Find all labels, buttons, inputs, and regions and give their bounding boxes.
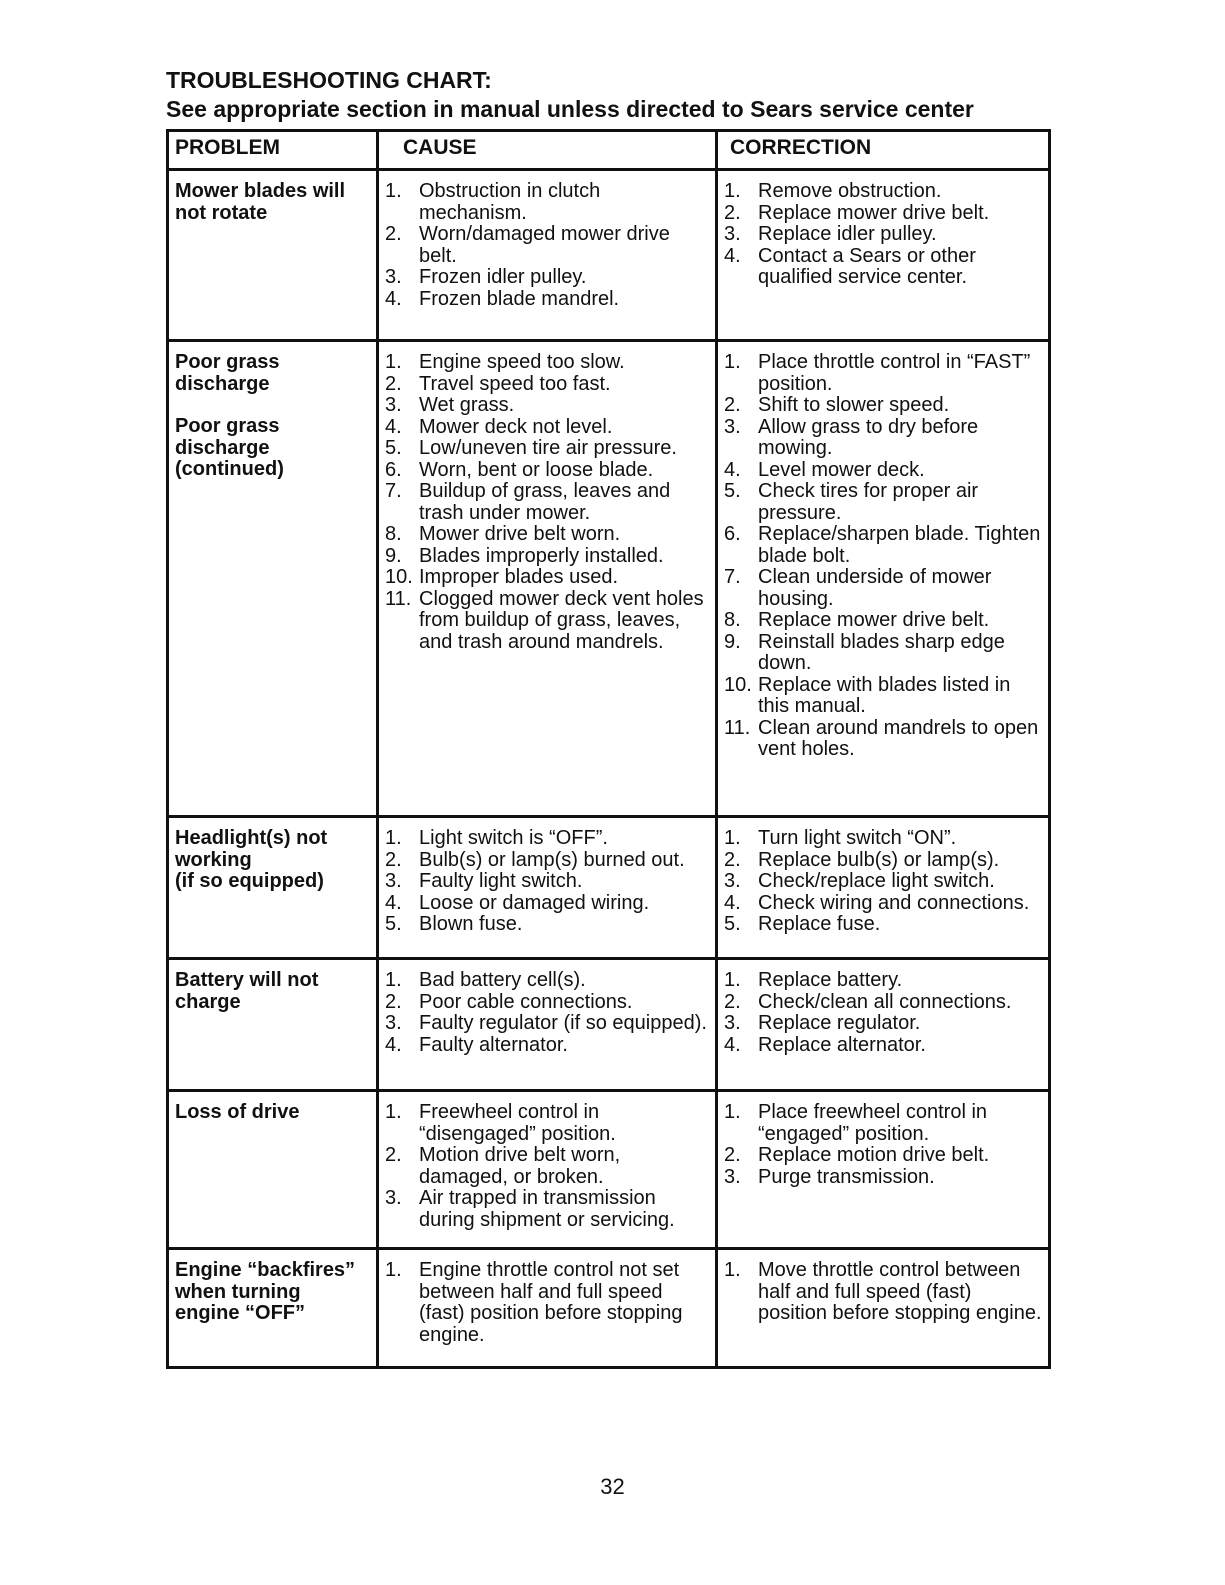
correction-number: 3.	[724, 870, 741, 892]
problem-text: not rotate	[175, 201, 268, 224]
cause-text: Freewheel control in “disengaged” position.	[419, 1101, 616, 1145]
correction-number: 7.	[724, 566, 741, 588]
correction-cell	[717, 1091, 1050, 1249]
correction-text: Place throttle control in “FAST” position.	[758, 351, 1031, 395]
correction-text: Move throttle control between half and full speed (fast) position before stopping engine.	[758, 1259, 1042, 1324]
correction-list-item	[724, 524, 1044, 567]
table-body	[168, 170, 1050, 1368]
correction-number: 6.	[724, 523, 741, 545]
correction-text: Replace regulator.	[758, 1012, 921, 1034]
cause-number: 4.	[385, 891, 402, 914]
cause-number: 4.	[385, 287, 402, 310]
correction-cell	[717, 341, 1050, 817]
cause-list-item	[385, 1145, 711, 1188]
cause-number: 1.	[385, 1259, 402, 1281]
correction-number: 10.	[724, 673, 752, 696]
correction-number: 1.	[724, 1101, 741, 1123]
correction-list	[724, 970, 1044, 1056]
problem-text: Loss of drive	[175, 1101, 300, 1123]
correction-number: 4.	[724, 244, 741, 267]
correction-cell	[717, 959, 1050, 1091]
table-row	[168, 170, 1050, 341]
correction-number: 2.	[724, 201, 741, 224]
correction-text: Replace with blades listed in this manual.	[758, 673, 1011, 717]
correction-number: 11.	[724, 716, 751, 739]
correction-list-item	[724, 1260, 1044, 1325]
cause-list-item	[385, 1188, 711, 1231]
correction-number: 3.	[724, 1012, 741, 1034]
cause-number: 1.	[385, 1101, 402, 1123]
cause-number: 3.	[385, 1012, 402, 1034]
page-title: TROUBLESHOOTING CHART:	[166, 67, 492, 93]
cause-number: 1.	[385, 180, 402, 202]
cause-number: 2.	[385, 223, 402, 245]
table-row	[168, 341, 1050, 817]
problem-text: Mower blades will	[175, 180, 346, 202]
correction-text: Replace mower drive belt.	[758, 609, 990, 631]
problem-text: charge	[175, 990, 241, 1013]
correction-text: Replace alternator.	[758, 1033, 926, 1056]
cause-text: Blades improperly installed.	[419, 544, 664, 567]
cause-list-item	[385, 546, 711, 568]
correction-list-item	[724, 1145, 1044, 1167]
correction-list-item	[724, 992, 1044, 1014]
cause-number: 5.	[385, 913, 402, 935]
correction-list	[724, 181, 1044, 289]
correction-number: 4.	[724, 458, 741, 481]
cause-text: Loose or damaged wiring.	[419, 891, 650, 914]
problem-text: Poor grass	[175, 351, 280, 373]
correction-number: 3.	[724, 223, 741, 245]
cause-text: Worn, bent or loose blade.	[419, 458, 654, 481]
cause-number: 1.	[385, 827, 402, 849]
correction-text: Check/replace light switch.	[758, 870, 995, 892]
table-row	[168, 959, 1050, 1091]
cause-list	[385, 181, 711, 310]
problem-text: discharge	[175, 372, 270, 395]
cause-number: 5.	[385, 437, 402, 459]
correction-number: 1.	[724, 1259, 741, 1281]
cause-number: 2.	[385, 990, 402, 1013]
cause-number: 2.	[385, 1144, 402, 1166]
problem-text: working	[175, 848, 252, 871]
correction-list-item	[724, 395, 1044, 417]
cause-cell	[378, 1091, 717, 1249]
correction-number: 1.	[724, 180, 741, 202]
cause-number: 4.	[385, 415, 402, 438]
cause-text: Motion drive belt worn, damaged, or broken.	[419, 1144, 621, 1188]
correction-number: 2.	[724, 990, 741, 1013]
correction-text: Replace battery.	[758, 969, 903, 991]
correction-number: 9.	[724, 630, 741, 653]
correction-list	[724, 1102, 1044, 1188]
correction-number: 2.	[724, 1144, 741, 1166]
correction-text: Shift to slower speed.	[758, 394, 950, 416]
cause-list-item	[385, 1013, 711, 1035]
cause-number: 2.	[385, 372, 402, 395]
cause-text: Worn/damaged mower drive belt.	[419, 223, 670, 267]
cause-number: 3.	[385, 394, 402, 416]
correction-list-item	[724, 1102, 1044, 1145]
cause-cell	[378, 170, 717, 341]
cause-text: Engine throttle control not set between half and full speed (fast) position before stopping engine.	[419, 1259, 683, 1346]
correction-list-item	[724, 675, 1044, 718]
correction-text: Replace mower drive belt.	[758, 201, 990, 224]
cause-number: 7.	[385, 480, 402, 502]
cause-text: Clogged mower deck vent holes from buildup of grass, leaves, and trash around mandrels.	[419, 587, 704, 653]
cause-text: Engine speed too slow.	[419, 351, 625, 373]
correction-list-item	[724, 610, 1044, 632]
correction-list-item	[724, 181, 1044, 203]
correction-number: 2.	[724, 848, 741, 871]
correction-number: 8.	[724, 609, 741, 631]
problem-cell	[168, 1091, 378, 1249]
correction-text: Purge transmission.	[758, 1165, 935, 1188]
cause-list-item	[385, 224, 711, 267]
correction-text: Check tires for proper air pressure.	[758, 480, 979, 524]
cause-list-item	[385, 438, 711, 460]
cause-list-item	[385, 970, 711, 992]
cause-list-item	[385, 267, 711, 289]
table-row	[168, 1091, 1050, 1249]
cause-text: Faulty regulator (if so equipped).	[419, 1012, 707, 1034]
correction-text: Replace bulb(s) or lamp(s).	[758, 848, 1000, 871]
cause-list-item	[385, 850, 711, 872]
correction-list-item	[724, 850, 1044, 872]
correction-number: 1.	[724, 827, 741, 849]
table-header-row	[168, 131, 1050, 170]
cause-text: Mower deck not level.	[419, 415, 613, 438]
troubleshooting-table	[166, 129, 1051, 1369]
cause-list-item	[385, 460, 711, 482]
cause-column-header: CAUSE	[378, 131, 717, 170]
problem-cell	[168, 170, 378, 341]
problem-text: (if so equipped)	[175, 870, 324, 892]
correction-list-item	[724, 567, 1044, 610]
cause-number: 3.	[385, 266, 402, 288]
cause-list-item	[385, 914, 711, 936]
cause-text: Bulb(s) or lamp(s) burned out.	[419, 848, 685, 871]
cause-cell	[378, 341, 717, 817]
cause-text: Poor cable connections.	[419, 990, 633, 1013]
problem-text: Headlight(s) not	[175, 827, 328, 849]
cause-text: Obstruction in clutch mechanism.	[419, 180, 601, 224]
cause-list	[385, 970, 711, 1056]
correction-number: 4.	[724, 1033, 741, 1056]
correction-number: 5.	[724, 480, 741, 502]
cause-text: Air trapped in transmission during shipment or servicing.	[419, 1187, 675, 1231]
cause-text: Frozen idler pulley.	[419, 266, 587, 288]
table-row	[168, 1249, 1050, 1368]
problem-text: engine “OFF”	[175, 1302, 305, 1324]
correction-text: Check/clean all connections.	[758, 990, 1012, 1013]
table-row	[168, 817, 1050, 959]
correction-cell	[717, 170, 1050, 341]
correction-cell	[717, 817, 1050, 959]
correction-text: Reinstall blades sharp edge down.	[758, 630, 1005, 674]
cause-cell	[378, 1249, 717, 1368]
correction-list	[724, 352, 1044, 761]
correction-text: Contact a Sears or other qualified service center.	[758, 244, 976, 288]
correction-text: Remove obstruction.	[758, 180, 942, 202]
correction-list-item	[724, 352, 1044, 395]
correction-list-item	[724, 460, 1044, 482]
cause-list	[385, 1102, 711, 1231]
problem-cell	[168, 341, 378, 817]
cause-cell	[378, 959, 717, 1091]
cause-number: 6.	[385, 458, 402, 481]
cause-text: Buildup of grass, leaves and trash under mower.	[419, 480, 671, 524]
problem-text: (continued)	[175, 458, 284, 480]
correction-number: 1.	[724, 351, 741, 373]
problem-column-header: PROBLEM	[168, 131, 378, 170]
cause-text: Low/uneven tire air pressure.	[419, 437, 677, 459]
problem-text: Engine “backfires”	[175, 1259, 356, 1281]
cause-list	[385, 828, 711, 936]
cause-list-item	[385, 589, 711, 654]
correction-number: 5.	[724, 913, 741, 935]
correction-text: Check wiring and connections.	[758, 891, 1030, 914]
correction-list-item	[724, 224, 1044, 246]
correction-list-item	[724, 718, 1044, 761]
cause-text: Mower drive belt worn.	[419, 523, 621, 545]
problem-cell	[168, 1249, 378, 1368]
correction-list-item	[724, 417, 1044, 460]
correction-number: 2.	[724, 394, 741, 416]
problem-spacer	[175, 395, 372, 416]
page-subtitle: See appropriate section in manual unless directed to Sears service center	[166, 96, 974, 122]
problem-text: Battery will not	[175, 969, 319, 991]
cause-text: Bad battery cell(s).	[419, 969, 586, 991]
correction-list	[724, 828, 1044, 936]
cause-list-item	[385, 524, 711, 546]
cause-cell	[378, 817, 717, 959]
correction-list-item	[724, 828, 1044, 850]
cause-list-item	[385, 1260, 711, 1346]
cause-number: 11.	[385, 587, 412, 610]
cause-list-item	[385, 992, 711, 1014]
cause-list-item	[385, 374, 711, 396]
correction-number: 3.	[724, 1165, 741, 1188]
cause-number: 8.	[385, 523, 402, 545]
correction-text: Level mower deck.	[758, 458, 925, 481]
cause-list-item	[385, 181, 711, 224]
cause-list-item	[385, 893, 711, 915]
problem-cell	[168, 959, 378, 1091]
page-number: 32	[600, 1474, 625, 1499]
correction-text: Clean around mandrels to open vent holes.	[758, 716, 1039, 760]
correction-text: Place freewheel control in “engaged” position.	[758, 1101, 988, 1145]
correction-list-item	[724, 203, 1044, 225]
cause-number: 3.	[385, 1187, 402, 1209]
correction-text: Allow grass to dry before mowing.	[758, 415, 979, 459]
correction-list-item	[724, 914, 1044, 936]
cause-text: Light switch is “OFF”.	[419, 827, 608, 849]
correction-list	[724, 1260, 1044, 1325]
cause-number: 9.	[385, 544, 402, 567]
cause-number: 3.	[385, 870, 402, 892]
cause-list	[385, 1260, 711, 1346]
cause-list-item	[385, 567, 711, 589]
correction-text: Replace fuse.	[758, 913, 881, 935]
cause-text: Travel speed too fast.	[419, 372, 611, 395]
cause-list-item	[385, 828, 711, 850]
correction-text: Replace motion drive belt.	[758, 1144, 990, 1166]
correction-text: Turn light switch “ON”.	[758, 827, 957, 849]
problem-text: when turning	[175, 1280, 301, 1303]
correction-text: Replace idler pulley.	[758, 223, 937, 245]
correction-number: 1.	[724, 969, 741, 991]
correction-list-item	[724, 632, 1044, 675]
cause-list-item	[385, 352, 711, 374]
cause-text: Faulty alternator.	[419, 1033, 568, 1056]
cause-list-item	[385, 289, 711, 311]
cause-number: 1.	[385, 969, 402, 991]
correction-list-item	[724, 1167, 1044, 1189]
correction-column-header: CORRECTION	[717, 131, 1050, 170]
cause-list-item	[385, 417, 711, 439]
cause-text: Improper blades used.	[419, 566, 619, 588]
correction-list-item	[724, 246, 1044, 289]
cause-list-item	[385, 1102, 711, 1145]
cause-text: Wet grass.	[419, 394, 515, 416]
cause-list-item	[385, 481, 711, 524]
correction-list-item	[724, 1035, 1044, 1057]
correction-list-item	[724, 871, 1044, 893]
cause-list-item	[385, 1035, 711, 1057]
correction-cell	[717, 1249, 1050, 1368]
correction-text: Clean underside of mower housing.	[758, 566, 992, 610]
cause-list-item	[385, 395, 711, 417]
correction-list-item	[724, 481, 1044, 524]
correction-number: 4.	[724, 891, 741, 914]
correction-list-item	[724, 1013, 1044, 1035]
problem-text: Poor grass	[175, 415, 280, 437]
correction-text: Replace/sharpen blade. Tighten blade bolt.	[758, 523, 1041, 567]
correction-list-item	[724, 893, 1044, 915]
cause-list	[385, 352, 711, 653]
cause-text: Faulty light switch.	[419, 870, 583, 892]
cause-number: 10.	[385, 566, 413, 588]
cause-text: Frozen blade mandrel.	[419, 287, 620, 310]
cause-text: Blown fuse.	[419, 913, 523, 935]
problem-text: discharge	[175, 436, 270, 459]
cause-number: 1.	[385, 351, 402, 373]
cause-list-item	[385, 871, 711, 893]
correction-number: 3.	[724, 415, 741, 438]
cause-number: 4.	[385, 1033, 402, 1056]
problem-cell	[168, 817, 378, 959]
correction-list-item	[724, 970, 1044, 992]
cause-number: 2.	[385, 848, 402, 871]
